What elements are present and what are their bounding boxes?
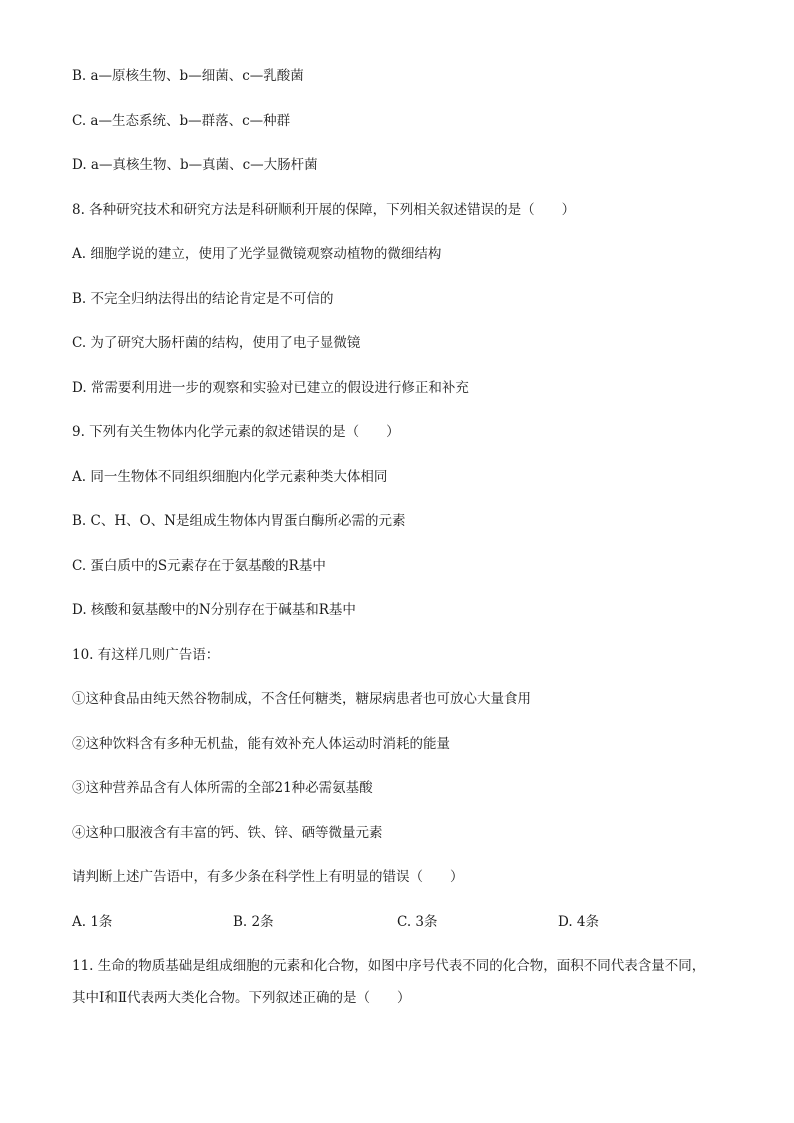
q11-stem-line-1: 11. 生命的物质基础是组成细胞的元素和化合物，如图中序号代表不同的化合物，面积不同代表含量不同， [72,958,706,974]
q10-ad-2: ②这种饮料含有多种无机盐，能有效补充人体运动时消耗的能量 [72,736,450,752]
q11-stem-line-2: 其中Ⅰ和Ⅱ代表两大类化合物。下列叙述正确的是（ ） [72,990,411,1006]
q10-ad-4: ④这种口服液含有丰富的钙、铁、锌、硒等微量元素 [72,825,383,841]
q10-option-c: C. 3条 [397,914,438,930]
q8-option-d: D. 常需要利用进一步的观察和实验对已建立的假设进行修正和补充 [72,380,469,396]
q8-stem: 8. 各种研究技术和研究方法是科研顺利开展的保障，下列相关叙述错误的是（ ） [72,202,576,218]
q9-option-a: A. 同一生物体不同组织细胞内化学元素种类大体相同 [72,469,388,485]
q7-option-d: D. a—真核生物、b—真菌、c—大肠杆菌 [72,157,318,173]
q10-stem: 10. 有这样几则广告语： [72,647,220,663]
q8-option-b: B. 不完全归纳法得出的结论肯定是不可信的 [72,291,334,307]
q10-option-d: D. 4条 [558,914,600,930]
q7-option-b: B. a—原核生物、b—细菌、c—乳酸菌 [72,68,304,84]
q10-ad-3: ③这种营养品含有人体所需的全部21种必需氨基酸 [72,780,373,796]
q10-option-a: A. 1条 [72,914,113,930]
q9-option-b: B. C、H、O、N是组成生物体内胃蛋白酶所必需的元素 [72,513,406,529]
q10-ad-1: ①这种食品由纯天然谷物制成，不含任何糖类，糖尿病患者也可放心大量食用 [72,691,531,707]
q7-option-c: C. a—生态系统、b—群落、c—种群 [72,113,291,129]
q8-option-c: C. 为了研究大肠杆菌的结构，使用了电子显微镜 [72,335,361,351]
q10-option-b: B. 2条 [233,914,274,930]
q9-option-c: C. 蛋白质中的S元素存在于氨基酸的R基中 [72,558,326,574]
q9-option-d: D. 核酸和氨基酸中的N分别存在于碱基和R基中 [72,602,356,618]
q10-question: 请判断上述广告语中，有多少条在科学性上有明显的错误（ ） [72,869,464,885]
q8-option-a: A. 细胞学说的建立，使用了光学显微镜观察动植物的微细结构 [72,246,442,262]
q9-stem: 9. 下列有关生物体内化学元素的叙述错误的是（ ） [72,424,400,440]
